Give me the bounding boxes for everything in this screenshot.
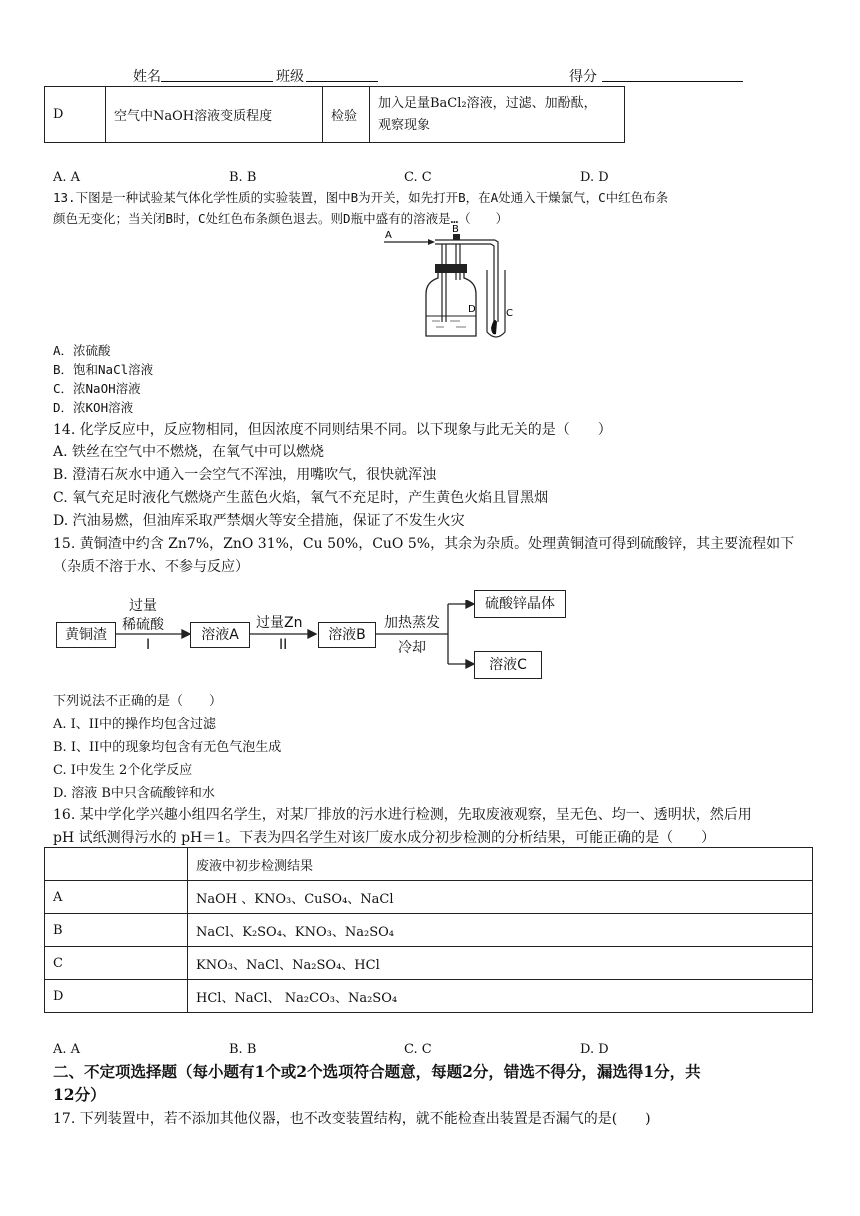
flow-step1-bottom: I [146,637,151,653]
answer-option[interactable]: B. B [229,1042,257,1057]
score-label: 得分 [569,69,597,85]
flow-step3-top: 加热蒸发 [384,615,440,631]
option-c[interactable]: C．浓NaOH溶液 [53,381,141,396]
flow-step2-top: 过量Zn [256,615,303,631]
answer-option[interactable]: D. D [580,1042,609,1057]
row-letter: C [45,947,188,980]
flow-out1-box: 硫酸锌晶体 [474,590,566,618]
table-header-cell [45,848,188,881]
option-a[interactable]: A. 铁丝在空气中不燃烧，在氧气中可以燃烧 [53,444,325,460]
table-row [45,947,813,980]
option-d[interactable]: D. 汽油易燃，但油库采取严禁烟火等安全措施，保证了不发生火灾 [53,513,465,529]
label-c: C [506,308,513,319]
q15-question: 下列说法不正确的是（ ） [53,694,223,709]
stopper [435,264,467,273]
answer-option[interactable]: D. D [580,170,609,185]
option-c[interactable]: C. I中发生 2个化学反应 [53,763,193,778]
q12-row-subject: 空气中NaOH溶液变质程度 [106,87,323,143]
q15-stem-line2: （杂质不溶于水、不参与反应） [53,559,249,575]
name-field[interactable] [161,66,273,82]
row-result: KNO₃、NaCl、Na₂SO₄、HCl [188,947,813,980]
q16-stem-line1: 16. 某中学化学兴趣小组四名学生，对某厂排放的污水进行检测，先取废液观察，呈无色、均一、透明状，然后用 [53,807,752,823]
row-result: NaCl、K₂SO₄、KNO₃、Na₂SO₄ [188,914,813,947]
label-a: A [385,230,392,241]
q16-stem-line2: pH 试纸测得污水的 pH＝1。下表为四名学生对该厂废水成分初步检测的分析结果，可能正确的是（ ） [53,830,716,846]
class-field[interactable] [306,66,378,82]
row-letter: D [45,980,188,1013]
q12-row-operation: 加入足量BaCl₂溶液，过滤、加酚酞， 观察现象 [370,87,625,143]
q17-stem: 17. 下列装置中，若不添加其他仪器，也不改变装置结构，就不能检查出装置是否漏气的是( ) [53,1111,651,1127]
q14-stem: 14. 化学反应中，反应物相同，但因浓度不同则结果不同。以下现象与此无关的是（ ） [53,422,612,438]
table-row [45,848,813,881]
q13-stem-line2: 颜色无变化；当关闭B时，C处红色布条颜色退去。则D瓶中盛有的溶液是…（ ） [53,211,509,226]
arrow-3a-head [466,600,474,608]
q16-table [44,847,813,1013]
flow-start-box: 黄铜渣 [56,622,116,648]
option-b[interactable]: B. I、II中的现象均包含有无色气泡生成 [53,740,282,755]
red-cloth-strip [491,320,497,334]
arrow-3b-head [466,660,474,668]
answer-option[interactable]: B. B [229,170,257,185]
arrow-head [428,239,435,245]
table-row [45,914,813,947]
q13-stem-line1: 13.下图是一种试验某气体化学性质的实验装置，图中B为开关，如先打开B，在A处通入干燥氯气，C中红色布条 [53,190,669,205]
answer-option[interactable]: A. A [53,170,81,185]
row-letter: A [45,881,188,914]
arrow-1-head [182,630,190,638]
flow-step1-top1: 过量 [129,598,157,614]
section-heading-line1: 二、不定项选择题（每小题有1个或2个选项符合题意，每题2分，错选不得分，漏选得1分，共 [53,1062,701,1081]
q12-table [44,86,625,143]
table-row [45,87,625,143]
option-a[interactable]: A. I、II中的操作均包含过滤 [53,717,217,732]
flow-box-b: 溶液B [318,622,376,648]
section-heading-line2: 12分） [53,1085,106,1104]
table-row [45,980,813,1013]
row-result: NaOH 、KNO₃、CuSO₄、NaCl [188,881,813,914]
flow-step3-bottom: 冷却 [398,640,426,656]
option-a[interactable]: A．浓硫酸 [53,343,111,358]
gas-apparatus-diagram [380,224,520,346]
table-header-cell: 废液中初步检测结果 [188,848,813,881]
option-d[interactable]: D．浓KOH溶液 [53,400,134,415]
flow-step1-top2: 稀硫酸 [122,617,164,633]
row-result: HCl、NaCl、 Na₂CO₃、Na₂SO₄ [188,980,813,1013]
option-b[interactable]: B. 澄清石灰水中通入一会空气不浑浊，用嘴吹气，很快就浑浊 [53,467,437,483]
flow-out2-box: 溶液C [474,651,542,679]
score-field[interactable] [602,66,743,82]
q15-stem-line1: 15. 黄铜渣中约含 Zn7%，ZnO 31%，Cu 50%，CuO 5%，其余为杂质。处理黄铜渣可得到硫酸锌，其主要流程如下 [53,536,795,552]
name-label: 姓名 [133,69,161,85]
answer-option[interactable]: C. C [404,1042,432,1057]
flow-step2-bottom: II [279,637,288,653]
answer-option[interactable]: A. A [53,1042,81,1057]
option-c[interactable]: C. 氧气充足时液化气燃烧产生蓝色火焰，氧气不充足时，产生黄色火焰且冒黑烟 [53,490,549,506]
row-letter: B [45,914,188,947]
answer-option[interactable]: C. C [404,170,432,185]
option-b[interactable]: B．饱和NaCl溶液 [53,362,154,377]
label-b: B [452,224,459,235]
arrow-2-head [308,630,316,638]
q12-row-method: 检验 [323,87,370,143]
label-d: D [468,304,476,315]
option-d[interactable]: D. 溶液 B中只含硫酸锌和水 [53,786,215,801]
q12-row-letter: D [45,87,106,143]
flow-box-a: 溶液A [190,622,250,648]
class-label: 班级 [276,69,304,85]
table-row [45,881,813,914]
